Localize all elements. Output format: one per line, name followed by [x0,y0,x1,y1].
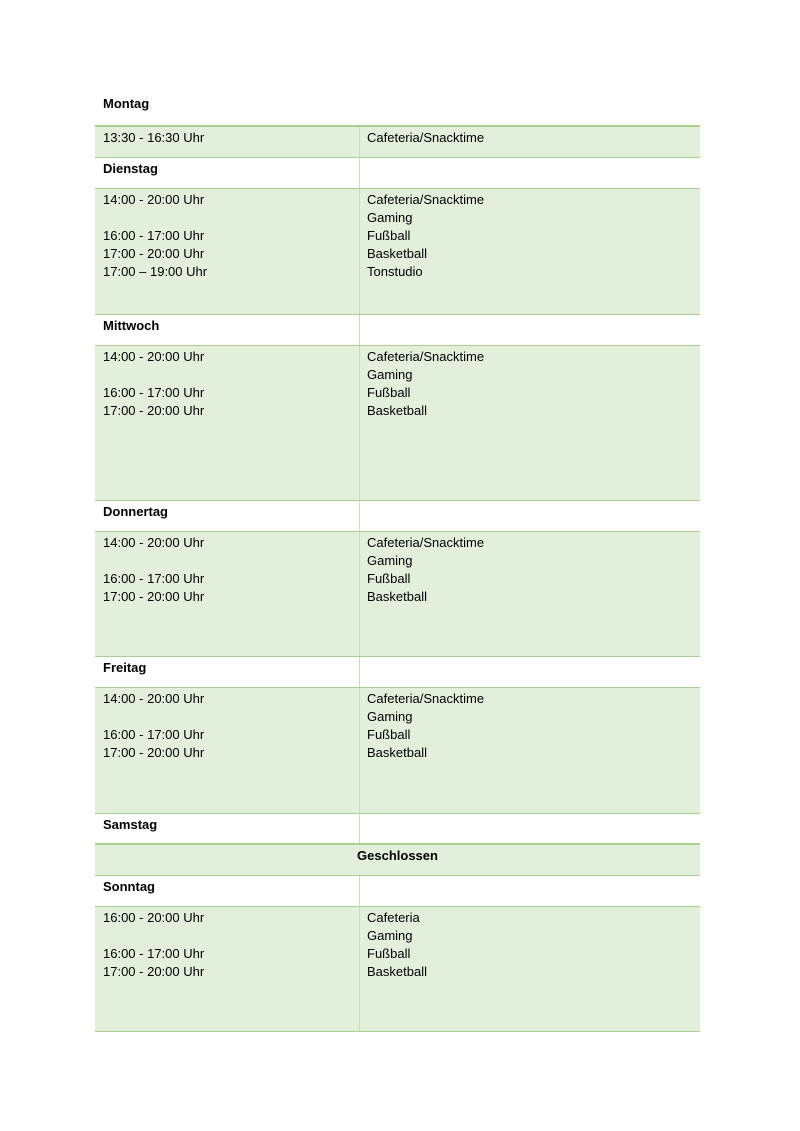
schedule-row-freitag [95,688,700,814]
time-line: 14:00 - 20:00 Uhr [103,349,205,364]
schedule-row-mittwoch [95,346,700,501]
activity-line: Cafeteria/Snacktime [367,349,485,364]
schedule-row-montag [95,125,700,158]
time-line: 16:00 - 17:00 Uhr [103,946,205,961]
time-line: 17:00 - 20:00 Uhr [103,403,205,418]
activity-line: Basketball [367,246,427,261]
activity-line: Cafeteria/Snacktime [367,130,485,145]
times-cell [95,127,360,157]
time-line: 13:30 - 16:30 Uhr [103,130,205,145]
day-heading-sonntag: Sonntag [95,876,360,906]
activity-line: Gaming [367,928,413,943]
time-line [103,552,359,570]
activity-line: Cafeteria/Snacktime [367,535,485,550]
time-line: 16:00 - 17:00 Uhr [103,228,205,243]
day-heading-freitag: Freitag [95,657,360,687]
activity-line: Fußball [367,228,411,243]
schedule-row-donnerstag [95,532,700,657]
activity-line: Basketball [367,403,427,418]
time-line: 17:00 - 20:00 Uhr [103,246,205,261]
day-heading-dienstag: Dienstag [95,158,360,188]
activity-line: Gaming [367,210,413,225]
schedule-row-samstag [95,843,700,876]
activities-cell [360,127,700,157]
day-heading-samstag: Samstag [95,814,360,844]
activity-line: Gaming [367,709,413,724]
day-row-freitag [95,657,700,688]
activity-line: Tonstudio [367,264,423,279]
activity-line: Gaming [367,367,413,382]
activity-line: Gaming [367,553,413,568]
day-heading-mittwoch: Mittwoch [95,315,360,345]
time-line [103,927,359,945]
activity-line: Cafeteria [367,910,420,925]
activity-line: Fußball [367,946,411,961]
time-line: 16:00 - 17:00 Uhr [103,727,205,742]
times-cell [95,189,360,314]
time-line: 17:00 - 20:00 Uhr [103,964,205,979]
times-cell [95,688,360,813]
activities-cell [360,907,700,1031]
activity-line: Cafeteria/Snacktime [367,691,485,706]
time-line: 17:00 - 20:00 Uhr [103,745,205,760]
time-line: 16:00 - 20:00 Uhr [103,910,205,925]
time-line: 14:00 - 20:00 Uhr [103,535,205,550]
activities-cell [360,688,700,813]
day-row-mittwoch [95,315,700,346]
day-heading-donnerstag: Donnertag [95,501,360,531]
times-cell [95,907,360,1031]
activity-line: Basketball [367,589,427,604]
activity-line: Fußball [367,385,411,400]
day-row-sonntag [95,876,700,907]
time-line: 17:00 - 20:00 Uhr [103,589,205,604]
day-heading-montag: Montag [103,96,150,111]
schedule-row-sonntag [95,907,700,1032]
time-line: 14:00 - 20:00 Uhr [103,691,205,706]
activity-line: Cafeteria/Snacktime [367,192,485,207]
time-line [103,366,359,384]
activities-cell [360,346,700,500]
time-line: 17:00 – 19:00 Uhr [103,264,208,279]
day-row-dienstag [95,158,700,189]
day-row-samstag [95,814,700,844]
times-cell [95,532,360,656]
time-line: 14:00 - 20:00 Uhr [103,192,205,207]
activities-cell [360,189,700,314]
activities-cell [360,532,700,656]
closed-label: Geschlossen [357,848,438,863]
time-line: 16:00 - 17:00 Uhr [103,385,205,400]
time-line: 16:00 - 17:00 Uhr [103,571,205,586]
time-line [103,708,359,726]
schedule-row-dienstag [95,189,700,315]
activity-line: Basketball [367,745,427,760]
activity-line: Fußball [367,727,411,742]
day-row-donnerstag [95,501,700,532]
times-cell [95,346,360,500]
time-line [103,209,359,227]
activity-line: Basketball [367,964,427,979]
activity-line: Fußball [367,571,411,586]
